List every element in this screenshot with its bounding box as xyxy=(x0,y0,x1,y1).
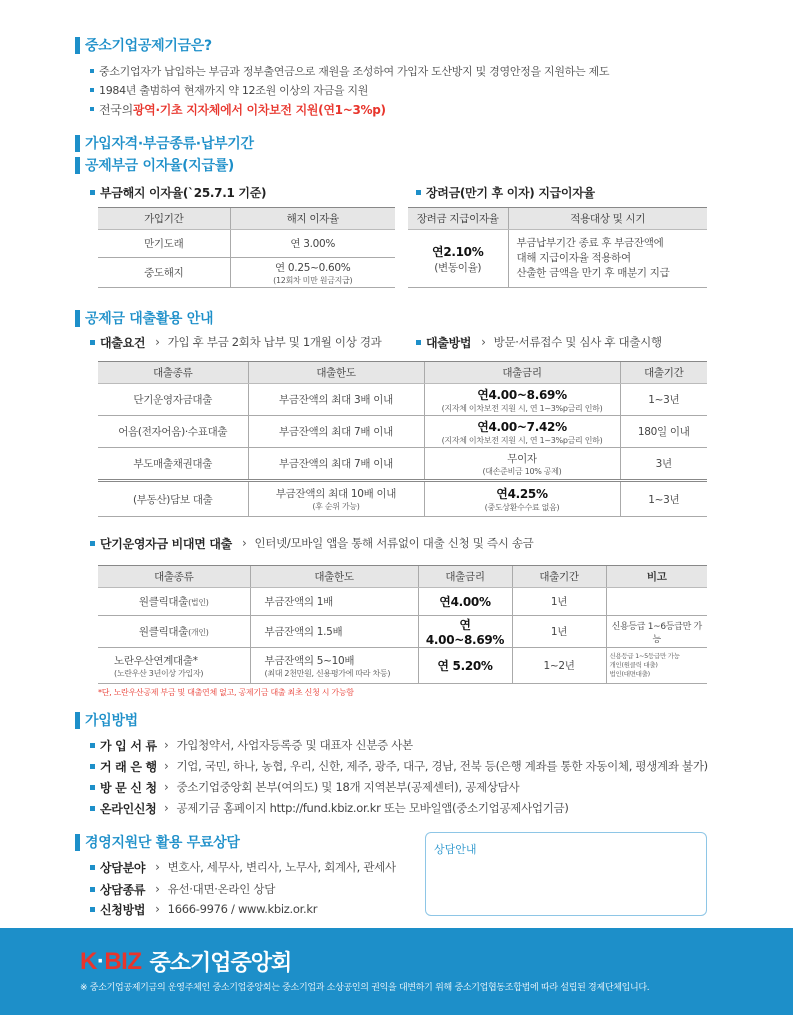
limit-value: 부금잔액의 최대 10배 이내 xyxy=(275,488,397,500)
limit-note: (후 순위 가능) xyxy=(312,502,360,511)
section-title-consulting xyxy=(75,832,240,852)
online-loan-subtitle xyxy=(90,534,534,552)
remark-line-3: 법인(대면대출) xyxy=(609,670,650,678)
cell-rate: 연 3.00% xyxy=(230,230,395,258)
table-row xyxy=(98,616,707,648)
chevron-right-icon: › xyxy=(155,902,160,916)
method-label: 대출방법 xyxy=(426,335,472,350)
consult-desc: 변호사, 세무사, 변리사, 노무사, 회계사, 관세사 xyxy=(167,860,396,874)
chevron-right-icon: › xyxy=(155,860,160,874)
chevron-right-icon: › xyxy=(164,801,169,815)
intro-bullet-1 xyxy=(90,63,609,79)
join-item-documents xyxy=(90,736,413,754)
bullet-square-icon xyxy=(90,190,95,195)
type-text: 원클릭대출 xyxy=(138,596,189,608)
cell-limit: 부금잔액의 최대 3배 이내 xyxy=(248,384,424,416)
header-target: 적용대상 및 시기 xyxy=(508,208,707,230)
cell-type: 어음(전자어음)·수표대출 xyxy=(98,416,248,448)
section-bar xyxy=(75,157,80,174)
bullet-square-icon xyxy=(90,907,95,912)
consult-box-title: 상담안내 xyxy=(434,843,477,856)
cell-type: (부동산)담보 대출 xyxy=(98,481,248,517)
rate-value: 무이자 xyxy=(507,452,537,465)
table-row xyxy=(98,588,707,616)
rate-value: 연4.25% xyxy=(496,487,548,501)
join-desc[interactable]: 공제기금 홈페이지 http://fund.kbiz.or.kr 또는 모바일앱(중소기업공제사업기금) xyxy=(176,801,569,815)
table-row xyxy=(98,448,707,481)
bonus-rate-table xyxy=(408,207,707,288)
bullet-square-icon xyxy=(90,340,95,345)
intro-text-3: 전국의 xyxy=(99,102,133,117)
consult-item-apply xyxy=(90,900,317,918)
limit-value: 부금잔액의 5~10배 xyxy=(264,654,355,667)
cell-rate: 연 5.20% xyxy=(418,648,512,684)
bullet-square-icon xyxy=(90,865,95,870)
section-bar xyxy=(75,37,80,54)
cell-bonus-rate xyxy=(408,230,508,288)
join-item-visit xyxy=(90,778,519,796)
header-loan-rate: 대출금리 xyxy=(424,362,620,384)
cell-limit: 부금잔액의 1배 xyxy=(250,588,418,616)
footnote-star: * xyxy=(98,688,102,697)
requirement-label: 대출요건 xyxy=(100,335,146,350)
cell-type xyxy=(98,588,250,616)
consult-desc: 유선·대면·온라인 상담 xyxy=(167,882,276,896)
chevron-right-icon: › xyxy=(155,335,160,349)
join-desc: 기업, 국민, 하나, 농협, 우리, 신한, 제주, 광주, 대구, 경남, 전북 등(은행 계좌를 통한 자동이체, 평생계좌 불가) xyxy=(176,759,708,773)
cell-rate: 연 4.00~8.69% xyxy=(418,616,512,648)
table-header-row xyxy=(98,566,707,588)
cell-rate xyxy=(424,416,620,448)
header-loan-period: 대출기간 xyxy=(620,362,707,384)
cell-rate: 연4.00% xyxy=(418,588,512,616)
target-line-1: 부금납부기간 종료 후 부금잔액에 xyxy=(516,237,664,249)
table-row xyxy=(98,258,395,288)
cell-period: 1~3년 xyxy=(620,384,707,416)
header-period: 대출기간 xyxy=(512,566,606,588)
online-loan-label: 단기운영자금 비대면 대출 xyxy=(100,536,232,551)
type-text: 노란우산연계대출* xyxy=(114,654,198,667)
rate-text: 연 0.25~0.60% xyxy=(275,261,351,274)
section-bar xyxy=(75,135,80,152)
logo-biz: BIZ xyxy=(104,947,142,975)
join-item-banks xyxy=(90,757,708,775)
remark-line-1: 신용등급 1~5등급만 가능 xyxy=(609,652,680,660)
loan-table xyxy=(98,361,707,517)
section-title-join xyxy=(75,710,138,730)
rate-note: (지자체 이차보전 지원 시, 연 1~3%p금리 인하) xyxy=(441,435,603,445)
bullet-square-icon xyxy=(90,69,94,73)
online-loan-desc: 인터넷/모바일 앱을 통해 서류없이 대출 신청 및 즉시 송금 xyxy=(254,536,534,550)
bonus-rate-subtitle xyxy=(416,183,595,201)
chevron-right-icon: › xyxy=(241,536,247,550)
bullet-square-icon xyxy=(416,340,421,345)
rate-note: (12회차 미만 원금지급) xyxy=(273,275,353,285)
rate-note: (대손준비금 10% 공제) xyxy=(482,466,562,476)
bullet-square-icon xyxy=(90,806,95,811)
target-line-3: 산출한 금액을 만기 후 매분기 지급 xyxy=(516,267,670,279)
table-row xyxy=(98,230,395,258)
bonus-rate-note: (변동이율) xyxy=(434,261,482,274)
bullet-square-icon xyxy=(90,887,95,892)
bullet-square-icon xyxy=(416,190,421,195)
cell-rate xyxy=(424,481,620,517)
cell-limit: 부금잔액의 1.5배 xyxy=(250,616,418,648)
cell-period: 180일 이내 xyxy=(620,416,707,448)
section-title-loan xyxy=(75,308,213,328)
section-title-text: 가입방법 xyxy=(85,713,138,729)
header-bonus-rate: 장려금 지급이자율 xyxy=(408,208,508,230)
section-title-text: 중소기업공제기금은? xyxy=(85,38,212,54)
section-title-fund-intro xyxy=(75,35,212,55)
loan-requirement xyxy=(90,333,382,351)
rate-note: (중도상환수수료 없음) xyxy=(484,503,560,512)
cell-period: 중도해지 xyxy=(98,258,230,288)
footer-note: ※ 중소기업공제기금의 운영주체인 중소기업중앙회는 중소기업과 소상공인의 권익을 대변하기 위해 중소기업협동조합법에 따라 설립된 경제단체입니다. xyxy=(80,983,650,993)
target-line-2: 대해 지급이자율 적용하여 xyxy=(516,252,631,264)
join-label: 방 문 신 청 xyxy=(100,780,157,795)
consult-label: 상담분야 xyxy=(100,860,146,875)
cell-limit: 부금잔액의 최대 7배 이내 xyxy=(248,448,424,481)
bullet-square-icon xyxy=(90,88,94,92)
section-title-text: 공제부금 이자율(지급률) xyxy=(85,158,235,174)
cell-period: 1~2년 xyxy=(512,648,606,684)
table-row xyxy=(98,416,707,448)
cell-remark xyxy=(606,588,707,616)
cell-remark: 신용등급 1~6등급만 가능 xyxy=(606,616,707,648)
cell-period: 1~3년 xyxy=(620,481,707,517)
type-note: (노란우산 3년이상 가입자) xyxy=(114,668,204,678)
header-rate: 대출금리 xyxy=(418,566,512,588)
intro-text-2: 1984년 출범하여 현재까지 약 12조원 이상의 자금을 지원 xyxy=(99,84,369,97)
consult-item-type xyxy=(90,880,275,898)
table-header-row xyxy=(98,208,395,230)
remark-line-2: 개인(원클릭 대출) xyxy=(609,661,658,669)
table-header-row xyxy=(408,208,707,230)
footer xyxy=(0,928,793,1015)
cell-target xyxy=(508,230,707,288)
bullet-square-icon xyxy=(90,764,95,769)
type-small: (개인) xyxy=(188,628,209,637)
join-label: 가 입 서 류 xyxy=(100,738,157,753)
join-desc: 가입청약서, 사업자등록증 및 대표자 신분증 사본 xyxy=(176,738,413,752)
section-title-text: 경영지원단 활용 무료상담 xyxy=(85,835,240,851)
consult-info-box xyxy=(425,832,707,916)
cell-rate xyxy=(230,258,395,288)
bullet-square-icon xyxy=(90,541,95,546)
logo-k: K xyxy=(80,947,97,975)
section-bar xyxy=(75,712,80,729)
consult-desc[interactable]: 1666-9976 / www.kbiz.or.kr xyxy=(167,902,318,916)
cell-type xyxy=(98,648,250,684)
table-row xyxy=(98,648,707,684)
join-label: 온라인신청 xyxy=(100,801,157,816)
cell-rate xyxy=(424,384,620,416)
subtitle-text: 장려금(만기 후 이자) 지급이자율 xyxy=(426,185,595,200)
section-title-interest xyxy=(75,155,234,175)
bullet-square-icon xyxy=(90,107,94,111)
intro-bullet-3 xyxy=(90,101,386,117)
intro-text-1: 중소기업자가 납입하는 부금과 정부출연금으로 재원을 조성하여 가입자 도산방지 및 경영안정을 지원하는 제도 xyxy=(99,65,610,78)
cell-remark xyxy=(606,648,707,684)
header-rate: 해지 이자율 xyxy=(230,208,395,230)
join-item-online xyxy=(90,799,569,817)
table-row xyxy=(98,384,707,416)
footnote-text: 단, 노란우산공제 부금 및 대출연체 없고, 공제기금 대출 최초 신청 시 가능함 xyxy=(101,688,354,697)
termination-rate-table xyxy=(98,207,395,288)
join-label: 거 래 은 행 xyxy=(100,759,157,774)
bullet-square-icon xyxy=(90,785,95,790)
kbiz-logo xyxy=(80,946,291,977)
online-loan-table xyxy=(98,565,707,684)
bullet-square-icon xyxy=(90,743,95,748)
cell-limit xyxy=(250,648,418,684)
section-title-eligibility xyxy=(75,133,254,153)
table-row xyxy=(408,230,707,288)
consult-label: 신청방법 xyxy=(100,902,146,917)
cell-type: 단기운영자금대출 xyxy=(98,384,248,416)
consult-label: 상담종류 xyxy=(100,882,146,897)
rate-value: 연4.00~7.42% xyxy=(477,419,567,434)
cell-rate xyxy=(424,448,620,481)
logo-dot: · xyxy=(96,947,105,975)
termination-rate-subtitle xyxy=(90,183,266,201)
type-small: (법인) xyxy=(188,598,209,607)
header-period: 가입기간 xyxy=(98,208,230,230)
section-title-text: 공제금 대출활용 안내 xyxy=(85,311,214,327)
cell-limit: 부금잔액의 최대 7배 이내 xyxy=(248,416,424,448)
section-bar xyxy=(75,834,80,851)
cell-period: 3년 xyxy=(620,448,707,481)
header-loan-type: 대출종류 xyxy=(98,362,248,384)
chevron-right-icon: › xyxy=(164,738,169,752)
chevron-right-icon: › xyxy=(481,335,486,349)
loan-method xyxy=(416,333,662,351)
cell-period: 만기도래 xyxy=(98,230,230,258)
cell-type: 부도매출채권대출 xyxy=(98,448,248,481)
intro-bullet-2 xyxy=(90,82,368,98)
table-row xyxy=(98,481,707,517)
cell-limit xyxy=(248,481,424,517)
type-text: 원클릭대출 xyxy=(138,626,189,638)
limit-note: (최대 2천만원, 신용평가에 따라 차등) xyxy=(264,668,391,678)
rate-value: 연4.00~8.69% xyxy=(477,387,567,402)
requirement-desc: 가입 후 부금 2회차 납부 및 1개월 이상 경과 xyxy=(167,335,382,349)
chevron-right-icon: › xyxy=(164,780,169,794)
section-bar xyxy=(75,310,80,327)
header-loan-limit: 대출한도 xyxy=(248,362,424,384)
chevron-right-icon: › xyxy=(155,882,160,896)
bonus-rate-value: 연2.10% xyxy=(432,244,484,259)
rate-note: (지자체 이차보전 지원 시, 연 1~3%p금리 인하) xyxy=(441,403,603,413)
method-desc: 방문·서류접수 및 심사 후 대출시행 xyxy=(493,335,662,349)
org-name: 중소기업중앙회 xyxy=(149,951,292,976)
header-type: 대출종류 xyxy=(98,566,250,588)
header-limit: 대출한도 xyxy=(250,566,418,588)
subtitle-text: 부금해지 이자율(`25.7.1 기준) xyxy=(100,185,267,200)
consult-item-field xyxy=(90,858,396,876)
cell-period: 1년 xyxy=(512,588,606,616)
table-header-row xyxy=(98,362,707,384)
online-loan-footnote xyxy=(98,687,354,698)
cell-type xyxy=(98,616,250,648)
chevron-right-icon: › xyxy=(164,759,169,773)
cell-period: 1년 xyxy=(512,616,606,648)
intro-highlight: 광역·기초 지자체에서 이차보전 지원(연1~3%p) xyxy=(132,102,386,117)
join-desc: 중소기업중앙회 본부(여의도) 및 18개 지역본부(공제센터), 공제상담사 xyxy=(176,780,520,794)
logo-mark xyxy=(80,948,142,976)
section-title-text: 가입자격·부금종류·납부기간 xyxy=(85,136,254,152)
header-remark: 비고 xyxy=(606,566,707,588)
